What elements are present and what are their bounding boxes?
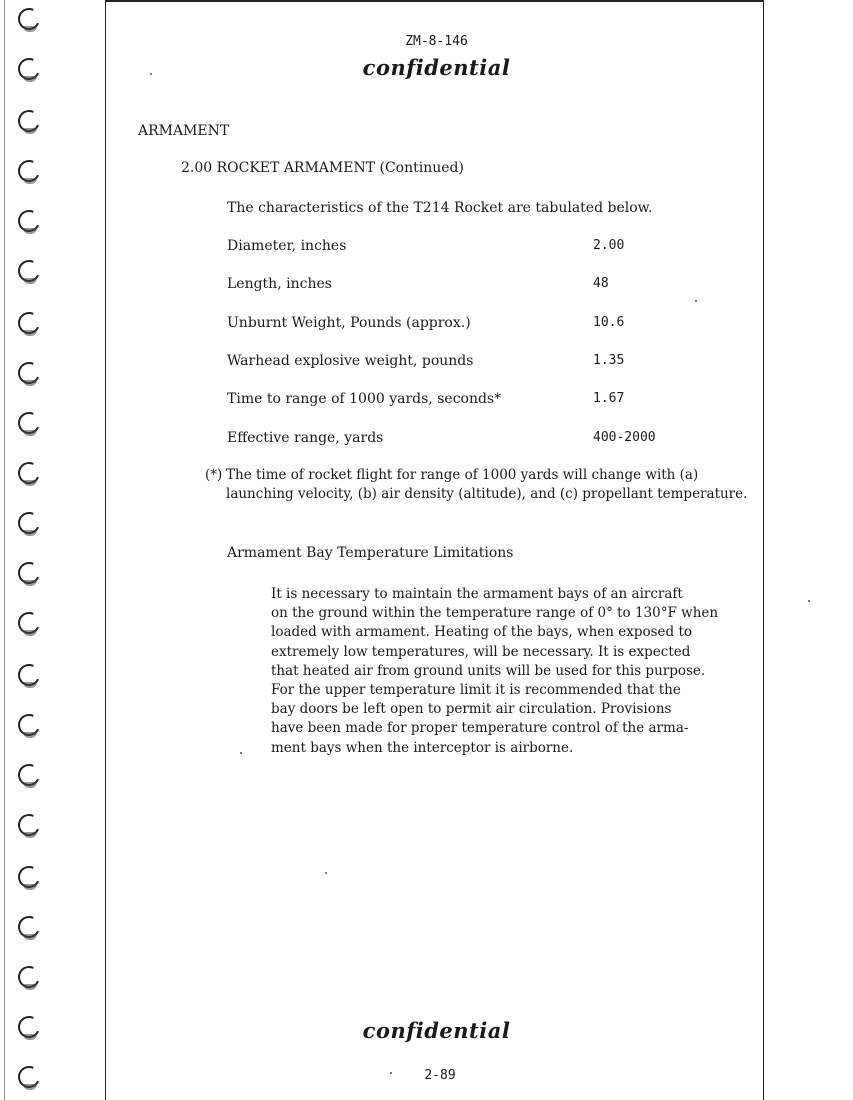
scan-speck [808, 600, 810, 602]
spec-value: 1.67 [593, 391, 625, 406]
page-edge-left [4, 0, 5, 1100]
binder-ring-shadow [23, 984, 37, 990]
section-heading: ARMAMENT [138, 123, 230, 139]
binder-ring-shadow [23, 580, 37, 586]
binder-ring-shadow [23, 278, 37, 284]
paragraph-line: bay doors be left open to permit air circulation. Provisions [271, 701, 672, 718]
binder-rings [0, 0, 70, 1100]
spec-value: 400-2000 [593, 430, 656, 445]
margin-rule-right [763, 0, 764, 1100]
binder-ring-shadow [23, 228, 37, 234]
scan-speck [150, 73, 152, 75]
binder-ring-shadow [23, 732, 37, 738]
binder-ring-shadow [23, 128, 37, 134]
binder-ring-shadow [23, 430, 37, 436]
paragraph-line: extremely low temperatures, will be necessary. It is expected [271, 643, 691, 660]
temperature-heading: Armament Bay Temperature Limitations [227, 545, 514, 561]
binder-ring-shadow [23, 630, 37, 636]
margin-rule-left [105, 0, 106, 1100]
document-code: ZM-8-146 [405, 34, 468, 49]
page-number: 2-89 [424, 1068, 456, 1083]
spec-label: Diameter, inches [227, 238, 347, 254]
subsection-heading: 2.00 ROCKET ARMAMENT (Continued) [181, 160, 464, 176]
binder-ring-shadow [23, 884, 37, 890]
binder-ring-shadow [23, 178, 37, 184]
intro-sentence: The characteristics of the T214 Rocket are tabulated below. [227, 200, 653, 216]
scan-speck [325, 872, 327, 874]
paragraph-line: For the upper temperature limit it is recommended that the [271, 682, 681, 699]
paragraph-line: loaded with armament. Heating of the bays, when exposed to [271, 624, 693, 641]
binder-ring-shadow [23, 480, 37, 486]
classification-footer: confidential [362, 1018, 511, 1043]
binder-ring-shadow [23, 380, 37, 386]
binder-ring-shadow [23, 330, 37, 336]
spec-label: Warhead explosive weight, pounds [227, 353, 474, 369]
spec-value: 1.35 [593, 353, 625, 368]
paragraph-line: that heated air from ground units will be used for this purpose. [271, 662, 706, 679]
spec-label: Effective range, yards [227, 430, 384, 446]
spec-value: 48 [593, 276, 609, 291]
temperature-paragraph [271, 585, 751, 758]
paragraph-line: have been made for proper temperature control of the arma- [271, 720, 689, 737]
spec-value: 2.00 [593, 238, 625, 253]
paragraph-line: ment bays when the interceptor is airborne. [271, 739, 574, 756]
spec-label: Unburnt Weight, Pounds (approx.) [227, 315, 471, 331]
binder-ring-shadow [23, 832, 37, 838]
spec-value: 10.6 [593, 315, 625, 330]
binder-ring-shadow [23, 782, 37, 788]
scan-speck [695, 300, 697, 302]
classification-header: confidential [362, 55, 511, 80]
binder-ring-shadow [23, 530, 37, 536]
binder-ring-shadow [23, 26, 37, 32]
footnote-marker: (*) [205, 467, 223, 483]
binder-ring-shadow [23, 1084, 37, 1090]
binder-ring-shadow [23, 682, 37, 688]
spec-label: Time to range of 1000 yards, seconds* [227, 391, 502, 407]
scan-speck [240, 752, 242, 754]
binder-ring-shadow [23, 934, 37, 940]
frame-top-rule [105, 0, 763, 2]
paragraph-line: It is necessary to maintain the armament bays of an aircraft [271, 586, 683, 602]
scan-speck [390, 1072, 392, 1074]
footnote-text: The time of rocket flight for range of 1000 yards will change with (a) launching velocity, (b) air density (altitude), and (c) propellant temperature. [226, 467, 748, 502]
spec-label: Length, inches [227, 276, 332, 292]
paragraph-line: on the ground within the temperature range of 0° to 130°F when [271, 605, 719, 622]
footnote [205, 466, 750, 504]
